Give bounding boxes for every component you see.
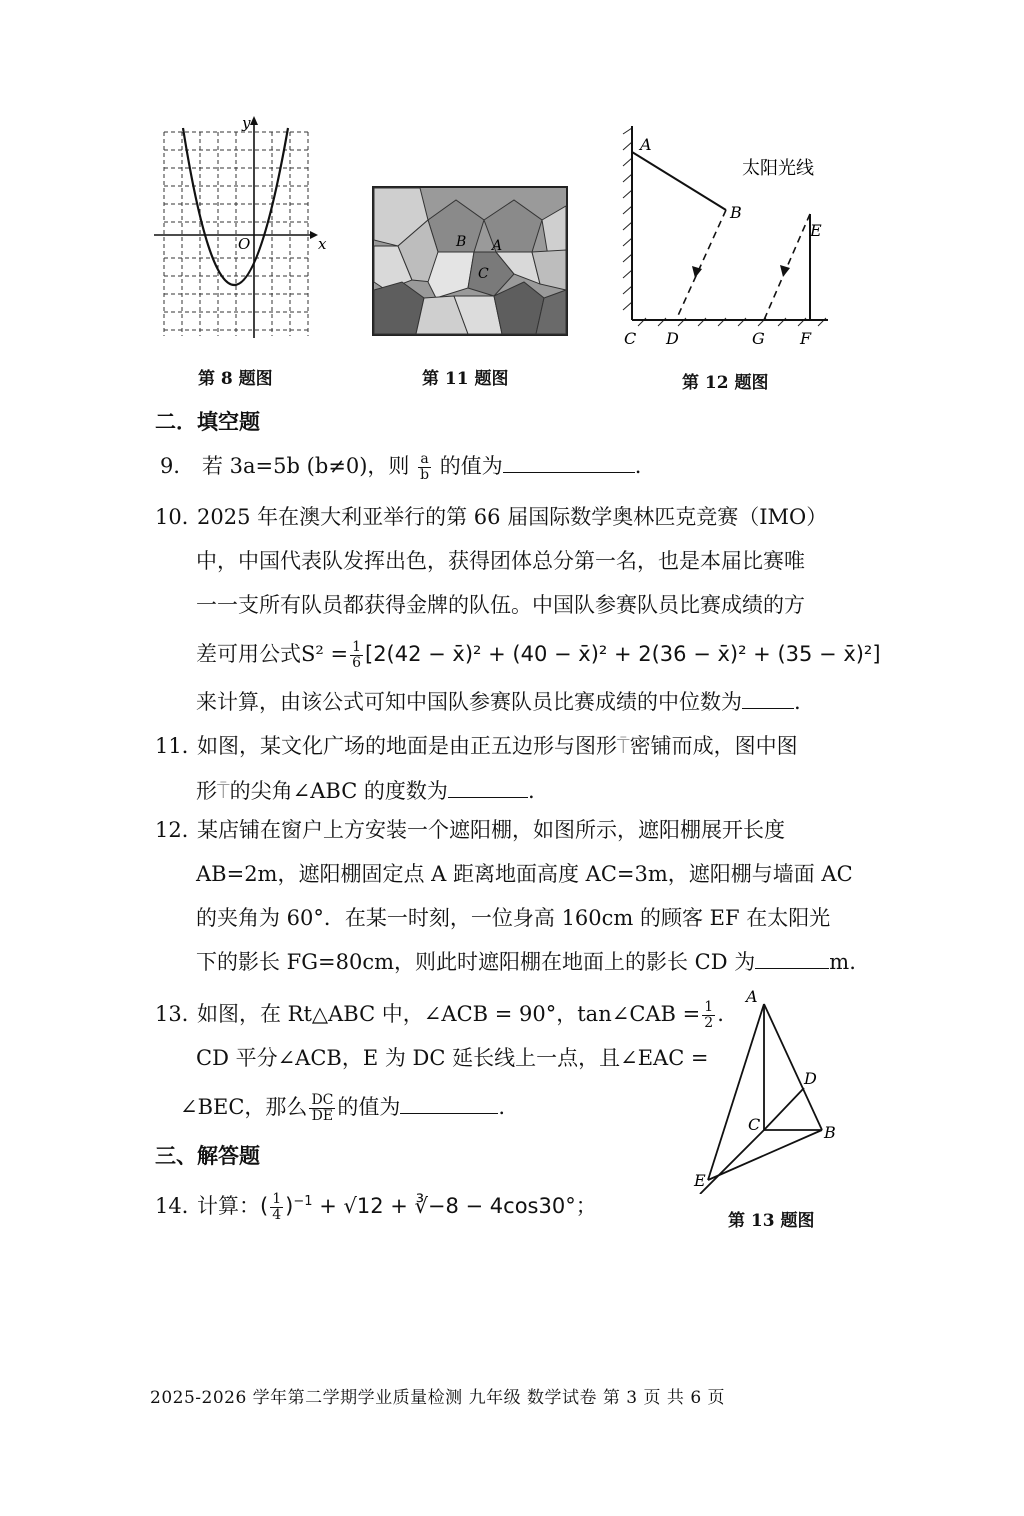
answer-blank-13[interactable]	[400, 1095, 498, 1114]
figure-11-tiling	[372, 186, 568, 336]
ground-label-g: G	[752, 329, 765, 348]
ground-label-f: F	[800, 329, 812, 348]
figure-12-caption: 第 12 题图	[682, 373, 769, 393]
customer-label-e: E	[810, 221, 822, 240]
sunlight-label: 太阳光线	[742, 158, 814, 179]
section-solve-title: 三、解答题	[155, 1143, 260, 1168]
question-12: 12．某店铺在窗户上方安装一个遮阳棚，如图所示，遮阳棚展开长度	[155, 818, 785, 842]
question-12-line-2: AB=2m，遮阳棚固定点 A 距离地面高度 AC=3m，遮阳棚与墙面 AC	[196, 862, 853, 886]
section-fill-in-title: 二．填空题	[155, 409, 260, 434]
triangle-label-e: E	[694, 1171, 706, 1190]
question-14: 14．计算：( $\frac{1}{4}$ )$^{-1}$ + √12 + ∛−8 − 4cos30°；	[155, 1191, 597, 1223]
question-13: 13．如图，在 Rt△ABC 中，∠ACB = 90°，tan∠CAB = $\frac{1}{2}$ .	[155, 999, 724, 1031]
question-9: 9． 若 3a=5b (b≠0)，则 $\frac{a}{b}$ 的值为 .	[160, 451, 642, 483]
awning-label-b: B	[730, 203, 742, 222]
answer-blank-10[interactable]	[742, 690, 794, 709]
ground-label-c: C	[624, 329, 637, 348]
awning-label-a: A	[640, 135, 652, 154]
y-axis-label: y	[242, 114, 251, 132]
question-10-line-5: 来计算，由该公式可知中国队参赛队员比赛成绩的中位数为 .	[196, 690, 801, 714]
ground-label-d: D	[666, 329, 679, 348]
tiling-label-a: A	[492, 238, 503, 254]
question-12-line-4: 下的影长 FG=80cm，则此时遮阳棚在地面上的影长 CD 为 m.	[196, 950, 856, 974]
tiling-label-c: C	[478, 266, 489, 282]
question-10-formula: 差可用公式S² = $\frac{1}{6}$ [2(42 − x̄)² + (40 − x̄)² + 2(36 − x̄)² + (35 − x̄)²]	[196, 639, 881, 671]
figure-13-triangle	[688, 984, 848, 1194]
origin-label: O	[238, 235, 251, 253]
figure-13-caption: 第 13 题图	[728, 1211, 815, 1231]
tiling-label-b: B	[456, 234, 467, 250]
triangle-label-c: C	[748, 1115, 761, 1134]
question-11: 11．如图，某文化广场的地面是由正五边形与图形⍑密铺而成，图中图	[155, 734, 798, 758]
question-10: 10．2025 年在澳大利亚举行的第 66 届国际数学奥林匹克竞赛（IMO）	[155, 505, 828, 529]
triangle-label-b: B	[824, 1123, 836, 1142]
x-axis-label: x	[318, 235, 327, 253]
figure-8-caption: 第 8 题图	[198, 369, 273, 389]
question-10-line-3: 一一支所有队员都获得金牌的队伍。中国队参赛队员比赛成绩的方	[196, 593, 805, 617]
fraction-a-over-b: $\frac{a}{b}$	[420, 451, 430, 483]
question-10-line-2: 中，中国代表队发挥出色，获得团体总分第一名，也是本届比赛唯	[196, 549, 805, 573]
triangle-label-d: D	[804, 1069, 817, 1088]
question-13-line-3: ∠BEC，那么 $\frac{DC}{DE}$ 的值为 .	[180, 1092, 506, 1124]
figure-11-caption: 第 11 题图	[422, 369, 509, 389]
page-footer: 2025-2026 学年第二学期学业质量检测 九年级 数学试卷 第 3 页 共 6 页	[150, 1388, 726, 1408]
triangle-label-a: A	[746, 987, 758, 1006]
figure-12-diagram	[618, 120, 838, 356]
question-12-line-3: 的夹角为 60°．在某一时刻，一位身高 160cm 的顾客 EF 在太阳光	[196, 906, 831, 930]
answer-blank-9[interactable]	[503, 454, 635, 473]
question-13-line-2: CD 平分∠ACB，E 为 DC 延长线上一点，且∠EAC =	[196, 1046, 709, 1070]
tile-shape-icon: ⍑	[617, 734, 630, 758]
answer-blank-11[interactable]	[448, 779, 528, 798]
answer-blank-12[interactable]	[755, 950, 829, 969]
figure-8-graph	[150, 112, 340, 352]
question-11-line-2: 形⍑的尖角∠ABC 的度数为 .	[196, 779, 535, 803]
tile-shape-icon: ⍑	[217, 779, 230, 803]
